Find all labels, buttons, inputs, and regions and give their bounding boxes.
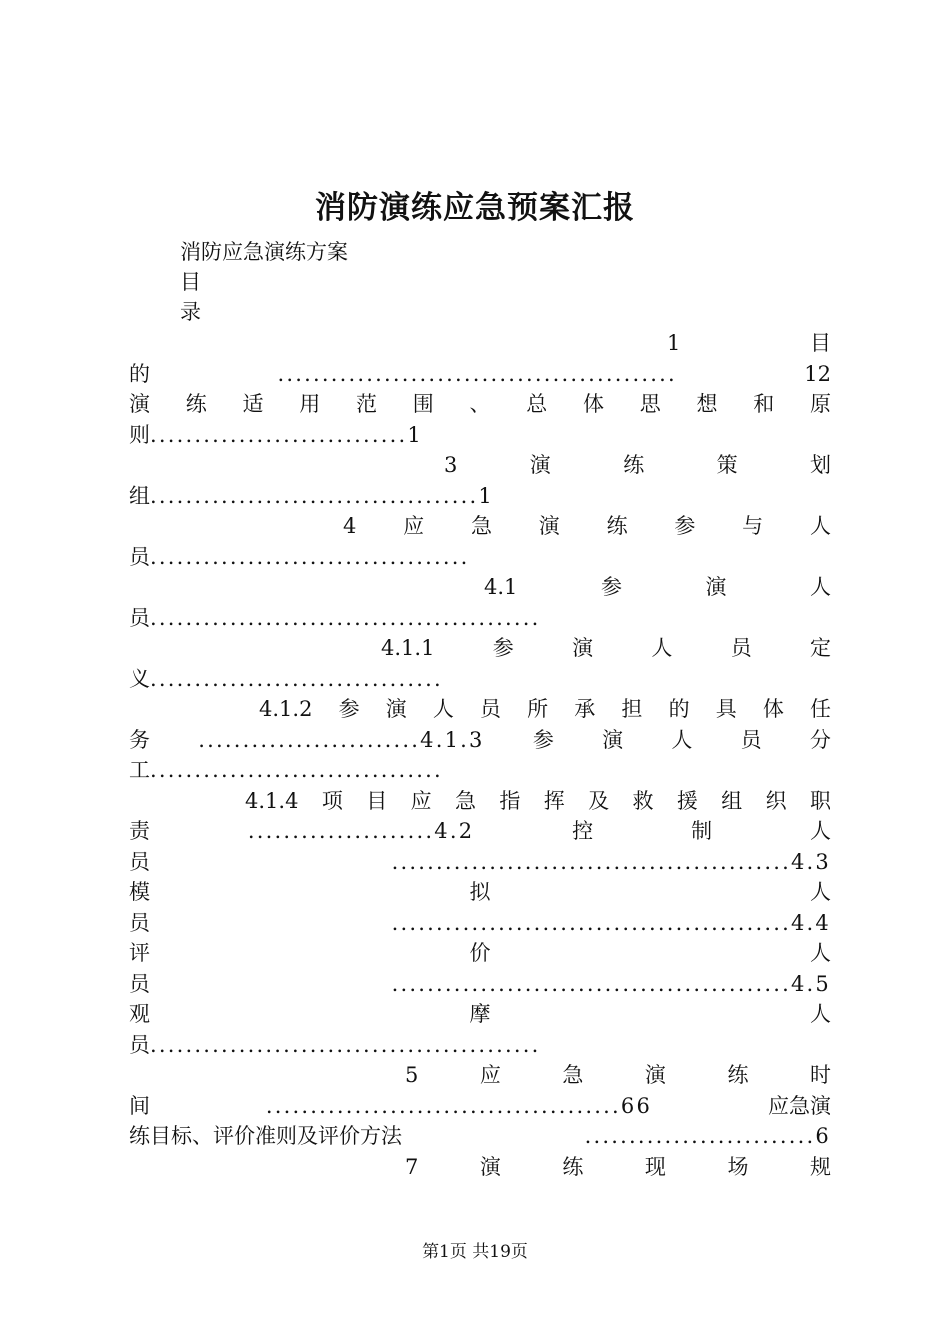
toc-text: 人 <box>809 514 831 538</box>
toc-text: 划 <box>810 453 831 477</box>
toc-text: 员 <box>129 849 150 874</box>
toc-line <box>129 511 831 542</box>
toc-text: 人 <box>671 727 693 752</box>
toc-text: 练目标、评价准则及评价方法 <box>129 1124 402 1148</box>
toc-text: 1 <box>407 422 421 447</box>
toc-text: 3 <box>444 453 458 477</box>
toc-text: 与 <box>742 514 764 538</box>
toc-text: 演 <box>529 453 551 477</box>
toc-text: 用 <box>299 392 321 416</box>
toc-leader: ..........................6 <box>584 1124 831 1148</box>
toc-line <box>129 847 831 878</box>
toc-text: 员 <box>730 636 752 660</box>
toc-text: 工 <box>129 758 150 782</box>
toc-leader: .............................................4.5 <box>391 971 831 996</box>
toc-text: 7 <box>405 1154 419 1179</box>
toc-line <box>129 1121 831 1152</box>
toc-text: 及 <box>588 788 610 813</box>
document-title: 消防演练应急预案汇报 <box>315 190 635 226</box>
toc-text: 急 <box>470 514 492 538</box>
toc-text: 1 <box>478 483 492 508</box>
toc-leader: .............................................4.4 <box>391 910 831 935</box>
toc-text: 拟 <box>469 880 491 904</box>
toc-text: 、 <box>469 392 491 416</box>
toc-text: 的 <box>668 697 690 721</box>
toc-line <box>129 694 831 725</box>
toc-text: 承 <box>574 697 596 721</box>
toc-text: 时 <box>809 1063 831 1087</box>
toc-text: 分 <box>809 727 831 752</box>
toc-text: 现 <box>644 1154 666 1179</box>
toc-line <box>129 969 831 1000</box>
toc-leader: ..................................... <box>150 483 479 508</box>
toc-text: 应 <box>479 1063 501 1087</box>
toc-leader: .........................4.1.3 <box>198 727 485 752</box>
toc-text: 摩 <box>469 1002 491 1026</box>
table-of-contents <box>129 328 831 1182</box>
toc-text: 员 <box>129 605 150 630</box>
toc-text: 策 <box>716 453 738 477</box>
toc-text: 想 <box>696 392 718 416</box>
toc-text: 控 <box>572 819 594 843</box>
toc-text: 观 <box>129 1002 150 1026</box>
toc-line <box>129 420 831 451</box>
toc-text: 组 <box>129 483 150 508</box>
toc-text: 模 <box>129 880 150 904</box>
toc-text: 急 <box>562 1063 584 1087</box>
toc-text: 所 <box>527 697 549 721</box>
toc-text: 价 <box>469 941 491 965</box>
toc-text: 间 <box>129 1093 150 1118</box>
toc-text: 人 <box>809 819 831 843</box>
toc-text: 人 <box>810 1002 831 1026</box>
toc-text: 4 <box>343 514 357 538</box>
toc-text: 援 <box>676 788 698 813</box>
toc-leader: ............................................. <box>277 361 677 386</box>
toc-line <box>129 603 831 634</box>
toc-text: 的 <box>129 361 150 386</box>
toc-text: 参 <box>674 514 696 538</box>
toc-text: 练 <box>727 1063 749 1087</box>
toc-text: 责 <box>129 819 150 843</box>
toc-line <box>129 877 831 908</box>
toc-text: 适 <box>242 392 264 416</box>
toc-text: 则 <box>129 422 150 447</box>
toc-text: 围 <box>412 392 434 416</box>
toc-text: 演 <box>479 1154 501 1179</box>
toc-line <box>129 786 831 817</box>
toc-line <box>129 542 831 573</box>
toc-text: 1 <box>667 331 681 355</box>
toc-text: 4.1.1 <box>381 636 435 660</box>
toc-text: 体 <box>583 392 604 416</box>
toc-text: 担 <box>621 697 643 721</box>
toc-line <box>129 816 831 847</box>
toc-leader: ................................. <box>150 758 443 782</box>
toc-line <box>129 725 831 756</box>
toc-line <box>129 633 831 664</box>
toc-text: 练 <box>185 392 207 416</box>
toc-text: 指 <box>499 788 521 813</box>
toc-text: 演 <box>572 636 594 660</box>
toc-text: 4.1 <box>484 575 518 599</box>
toc-line <box>129 389 831 420</box>
toc-text: 员 <box>129 971 150 996</box>
toc-leader: ............................. <box>150 422 408 447</box>
toc-line <box>129 572 831 603</box>
toc-text: 职 <box>809 788 831 813</box>
toc-text: 项 <box>321 788 343 813</box>
toc-text: 义 <box>129 666 150 691</box>
toc-text: 练 <box>606 514 628 538</box>
toc-text: 员 <box>129 1032 150 1057</box>
toc-text: 应急演 <box>767 1093 831 1118</box>
toc-text: 规 <box>809 1154 831 1179</box>
toc-text: 演 <box>602 727 624 752</box>
toc-leader: .................................... <box>150 544 470 569</box>
toc-line <box>129 755 831 786</box>
toc-text: 演 <box>705 575 727 599</box>
intro-heading: 消防应急演练方案 <box>180 240 348 264</box>
toc-text: 和 <box>753 392 775 416</box>
toc-text: 体 <box>762 697 784 721</box>
toc-heading-part-2: 录 <box>180 300 201 324</box>
toc-line <box>129 328 831 359</box>
toc-text: 员 <box>740 727 762 752</box>
toc-text: 员 <box>129 544 150 569</box>
toc-text: 目 <box>810 331 831 355</box>
toc-text: 4.1.4 <box>245 788 299 813</box>
toc-text: 应 <box>403 514 425 538</box>
toc-text: 练 <box>623 453 645 477</box>
toc-text: 总 <box>526 392 548 416</box>
toc-line <box>129 481 831 512</box>
toc-line <box>129 664 831 695</box>
toc-text: 组 <box>721 788 743 813</box>
toc-text: 演 <box>538 514 560 538</box>
toc-text: 目 <box>366 788 388 813</box>
toc-leader: ................................. <box>150 666 443 691</box>
toc-leader: ........................................66 <box>265 1093 653 1118</box>
toc-text: 人 <box>432 697 454 721</box>
toc-leader: ............................................ <box>150 605 541 630</box>
toc-line <box>129 359 831 390</box>
toc-text: 参 <box>338 697 360 721</box>
toc-line <box>129 908 831 939</box>
toc-text: 员 <box>129 910 150 935</box>
toc-text: 定 <box>810 636 831 660</box>
toc-line <box>129 938 831 969</box>
toc-text: 思 <box>639 392 661 416</box>
toc-leader: .............................................4.3 <box>391 849 831 874</box>
toc-text: 原 <box>810 392 831 416</box>
toc-line <box>129 999 831 1030</box>
toc-text: 范 <box>356 392 377 416</box>
toc-line <box>129 1030 831 1061</box>
toc-text: 具 <box>715 697 737 721</box>
toc-text: 应 <box>410 788 432 813</box>
toc-text: 织 <box>765 788 787 813</box>
toc-text: 急 <box>454 788 476 813</box>
toc-text: 演 <box>129 392 150 416</box>
toc-text: 人 <box>810 941 831 965</box>
toc-text: 12 <box>804 361 831 386</box>
toc-line <box>129 1091 831 1122</box>
toc-text: 参 <box>532 727 554 752</box>
toc-text: 人 <box>651 636 673 660</box>
toc-text: 演 <box>385 697 407 721</box>
toc-text: 练 <box>562 1154 584 1179</box>
toc-leader: ............................................ <box>150 1032 541 1057</box>
toc-text: 挥 <box>543 788 565 813</box>
toc-text: 5 <box>405 1063 419 1087</box>
toc-text: 任 <box>809 697 831 721</box>
toc-text: 救 <box>632 788 654 813</box>
toc-line <box>129 1060 831 1091</box>
toc-leader: .....................4.2 <box>247 819 475 843</box>
toc-text: 评 <box>129 941 150 965</box>
toc-text: 员 <box>480 697 501 721</box>
toc-text: 人 <box>810 575 831 599</box>
toc-text: 演 <box>644 1063 666 1087</box>
toc-line <box>129 1152 831 1183</box>
toc-text: 人 <box>810 880 831 904</box>
toc-heading-part-1: 目 <box>180 270 201 294</box>
toc-text: 务 <box>129 727 150 752</box>
page-footer: 第1页 共19页 <box>422 1242 528 1262</box>
toc-text: 参 <box>600 575 622 599</box>
toc-text: 参 <box>492 636 514 660</box>
toc-text: 制 <box>691 819 713 843</box>
toc-text: 场 <box>727 1154 749 1179</box>
toc-text: 4.1.2 <box>259 697 313 721</box>
toc-line <box>129 450 831 481</box>
